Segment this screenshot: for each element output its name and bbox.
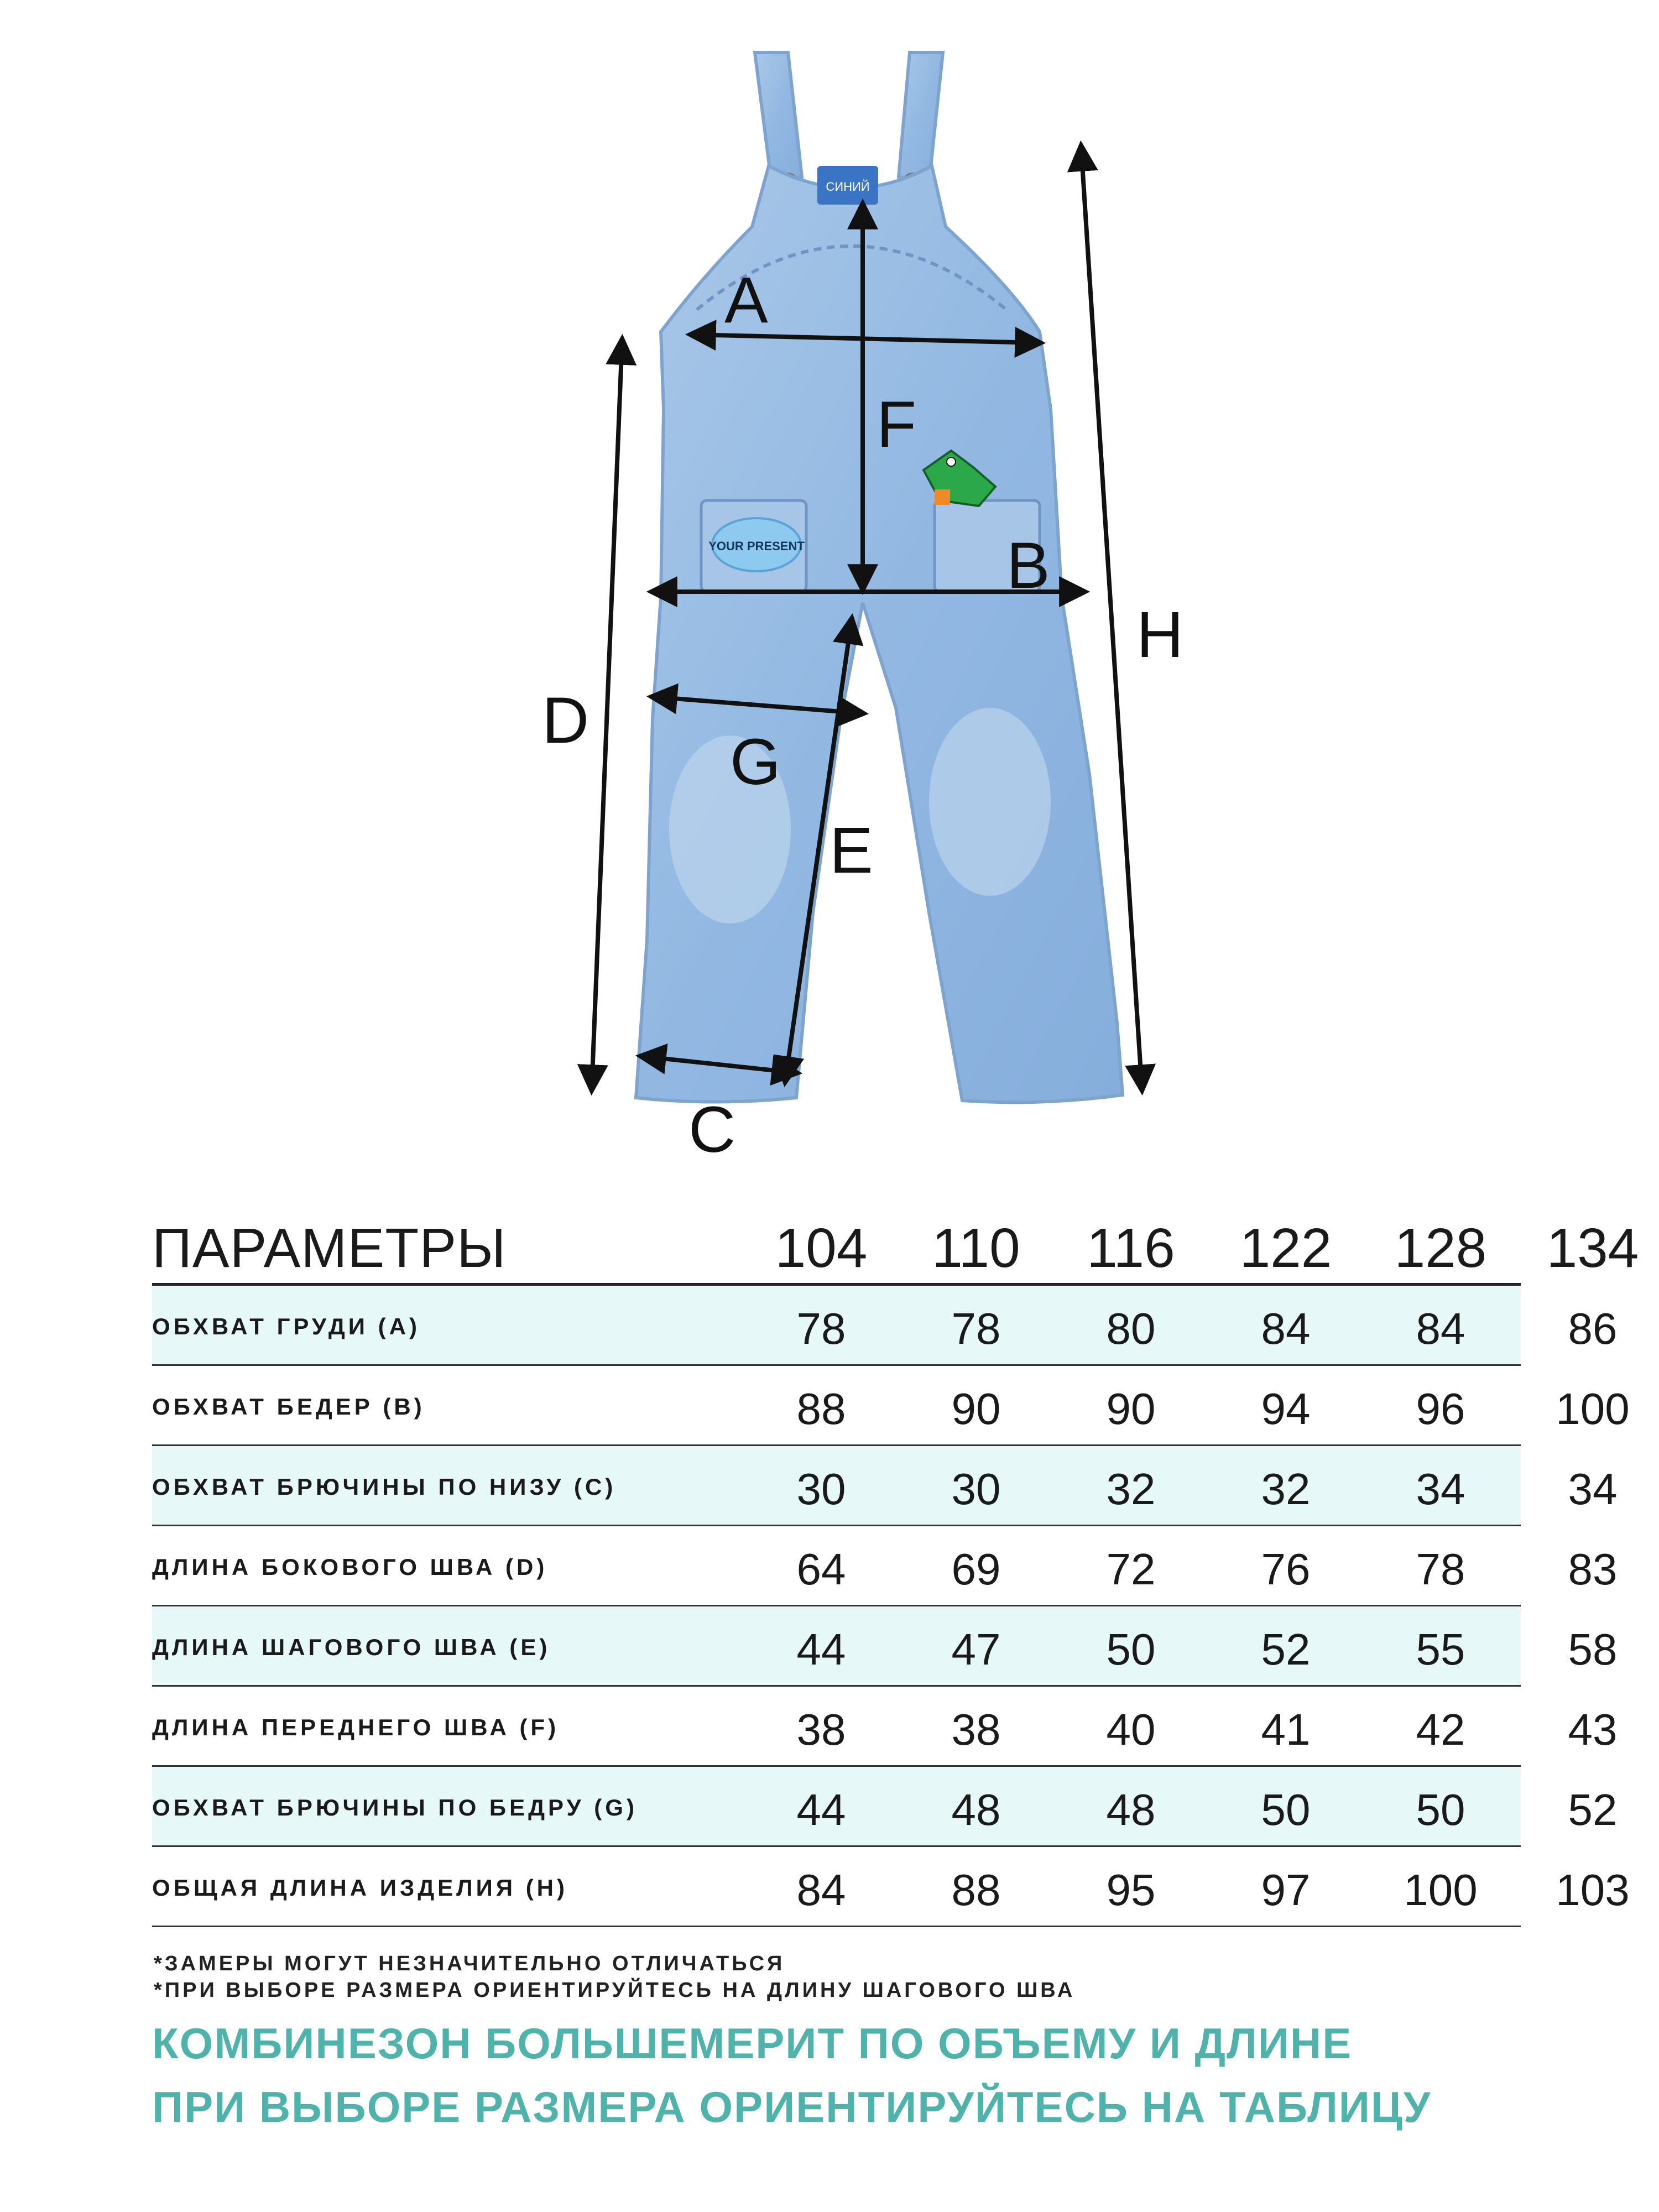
cell: 69 — [951, 1545, 1001, 1594]
cell: 48 — [951, 1785, 1001, 1834]
label-d: D — [542, 684, 589, 757]
measure-d-line — [592, 340, 622, 1089]
cell: 84 — [1416, 1304, 1465, 1353]
cell: 76 — [1261, 1545, 1311, 1594]
row-label: ОБХВАТ ГРУДИ (A) — [152, 1313, 420, 1339]
cell: 43 — [1568, 1705, 1618, 1754]
left-strap — [755, 53, 802, 182]
cell: 52 — [1261, 1625, 1311, 1674]
cell: 83 — [1568, 1545, 1618, 1594]
size-122: 122 — [1239, 1217, 1332, 1279]
cell: 44 — [796, 1625, 846, 1674]
cell: 86 — [1568, 1304, 1618, 1353]
label-g: G — [730, 726, 781, 799]
footer-line-2: ПРИ ВЫБОРЕ РАЗМЕРА ОРИЕНТИРУЙТЕСЬ НА ТАБЛИЦУ — [152, 2083, 1432, 2131]
cell: 44 — [796, 1785, 846, 1834]
size-table — [152, 1194, 1639, 1927]
cell: 84 — [796, 1865, 846, 1914]
cell: 48 — [1106, 1785, 1156, 1834]
cell: 103 — [1556, 1865, 1630, 1914]
cell: 50 — [1261, 1785, 1311, 1834]
cell: 90 — [1106, 1384, 1156, 1433]
cell: 50 — [1106, 1625, 1156, 1674]
cell: 38 — [951, 1705, 1001, 1754]
cell: 38 — [796, 1705, 846, 1754]
right-knee-fade — [929, 708, 1051, 896]
cell: 90 — [951, 1384, 1001, 1433]
cell: 100 — [1556, 1384, 1630, 1433]
table-row — [152, 1847, 1630, 1927]
cell: 80 — [1106, 1304, 1156, 1353]
cell: 34 — [1568, 1464, 1618, 1514]
cell: 30 — [796, 1464, 846, 1514]
label-c: C — [688, 1093, 736, 1166]
row-label: ДЛИНА ПЕРЕДНЕГО ШВА (F) — [152, 1714, 560, 1740]
cell: 78 — [796, 1304, 846, 1353]
cell: 78 — [1416, 1545, 1465, 1594]
row-label: ОБЩАЯ ДЛИНА ИЗДЕЛИЯ (H) — [152, 1875, 568, 1901]
row-label: ОБХВАТ БЕДЕР (B) — [152, 1394, 425, 1420]
cell: 32 — [1106, 1464, 1156, 1514]
cell: 96 — [1416, 1384, 1465, 1433]
cell: 100 — [1404, 1865, 1478, 1914]
size-116: 116 — [1087, 1217, 1175, 1279]
cell: 95 — [1106, 1865, 1156, 1914]
cell: 50 — [1416, 1785, 1465, 1834]
table-row — [152, 1366, 1630, 1446]
cell: 32 — [1261, 1464, 1311, 1514]
cell: 34 — [1416, 1464, 1465, 1514]
label-h: H — [1136, 598, 1184, 671]
brand-tag: СИНИЙ — [826, 180, 870, 194]
table-row — [152, 1286, 1618, 1366]
cell: 52 — [1568, 1785, 1618, 1834]
label-f: F — [877, 388, 917, 461]
table-row — [152, 1526, 1618, 1606]
crocodile-gift — [935, 489, 950, 505]
note-measurements: *ЗАМЕРЫ МОГУТ НЕЗНАЧИТЕЛЬНО ОТЛИЧАТЬСЯ — [154, 1952, 785, 1975]
cell: 41 — [1261, 1705, 1311, 1754]
cell: 97 — [1261, 1865, 1311, 1914]
row-label: ДЛИНА БОКОВОГО ШВА (D) — [152, 1554, 548, 1580]
cell: 84 — [1261, 1304, 1311, 1353]
cell: 72 — [1106, 1545, 1156, 1594]
label-e: E — [830, 814, 873, 887]
size-134: 134 — [1546, 1217, 1639, 1279]
crocodile-eye — [947, 457, 956, 466]
cell: 42 — [1416, 1705, 1465, 1754]
cell: 88 — [951, 1865, 1001, 1914]
cell: 94 — [1261, 1384, 1311, 1433]
header-params: ПАРАМЕТРЫ — [152, 1217, 507, 1279]
cell: 47 — [951, 1625, 1001, 1674]
cell: 55 — [1416, 1625, 1465, 1674]
cell: 88 — [796, 1384, 846, 1433]
size-110: 110 — [932, 1217, 1020, 1279]
cell: 30 — [951, 1464, 1001, 1514]
cell: 40 — [1106, 1705, 1156, 1754]
right-strap — [899, 53, 943, 182]
row-label: ОБХВАТ БРЮЧИНЫ ПО НИЗУ (C) — [152, 1474, 617, 1500]
table-row — [152, 1606, 1618, 1687]
size-104: 104 — [775, 1217, 868, 1279]
table-row — [152, 1687, 1618, 1767]
table-header — [152, 1194, 1639, 1286]
footer-line-1: КОМБИНЕЗОН БОЛЬШЕМЕРИТ ПО ОБЪЕМУ И ДЛИНЕ — [152, 2019, 1353, 2068]
row-label: ДЛИНА ШАГОВОГО ШВА (E) — [152, 1634, 551, 1660]
size-128: 128 — [1394, 1217, 1487, 1279]
table-row — [152, 1767, 1618, 1847]
cell: 78 — [951, 1304, 1001, 1353]
label-a: A — [724, 264, 768, 337]
row-label: ОБХВАТ БРЮЧИНЫ ПО БЕДРУ (G) — [152, 1794, 638, 1820]
cell: 58 — [1568, 1625, 1618, 1674]
overalls-body — [636, 166, 1123, 1102]
present-patch-text: YOUR PRESENT — [708, 539, 805, 553]
note-size-choice: *ПРИ ВЫБОРЕ РАЗМЕРА ОРИЕНТИРУЙТЕСЬ НА ДЛИНУ ШАГОВОГО ШВА — [154, 1979, 1076, 2002]
table-row — [152, 1446, 1618, 1526]
cell: 64 — [796, 1545, 846, 1594]
label-b: B — [1006, 529, 1050, 602]
